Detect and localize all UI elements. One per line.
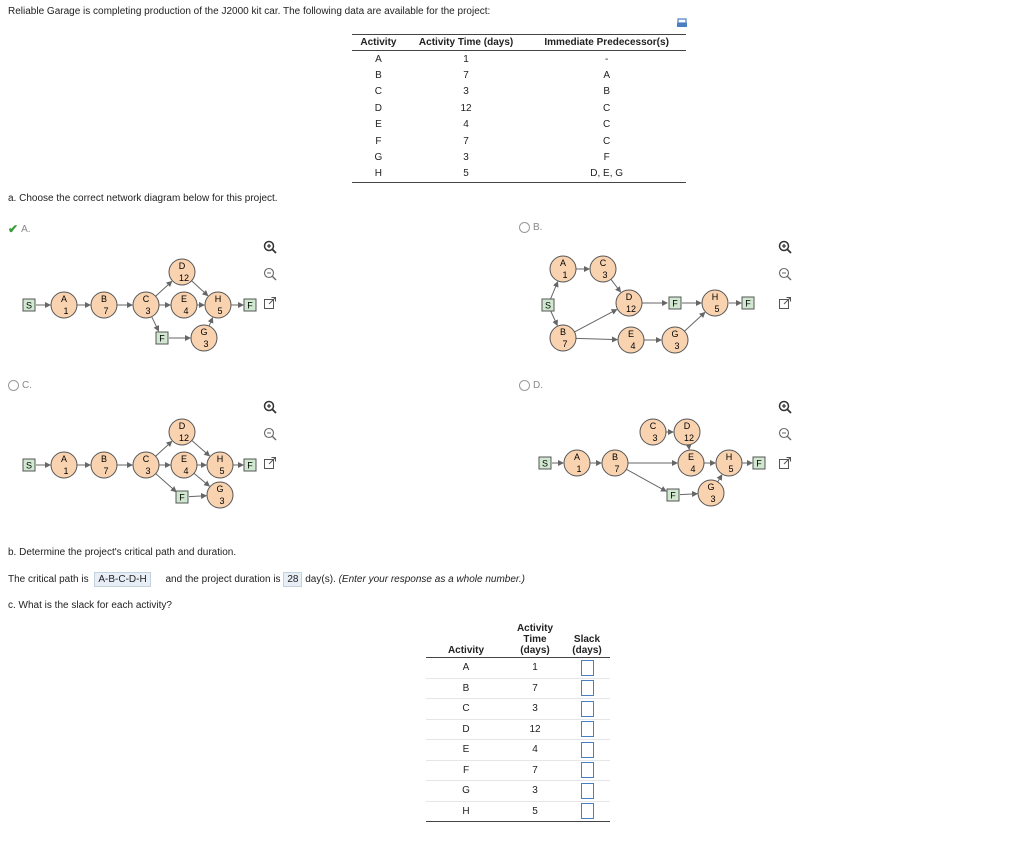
edge-arrow: [209, 318, 212, 326]
zoom-out-icon[interactable]: [778, 267, 792, 281]
node-time: 7: [103, 306, 109, 316]
option-c-label: C.: [22, 380, 32, 391]
slack-cell: [564, 740, 610, 761]
table-row: [426, 699, 610, 720]
node-label: S: [544, 300, 552, 311]
check-icon: ✔: [8, 222, 19, 236]
table-cell: H: [426, 801, 506, 822]
zoom-in-icon[interactable]: [263, 400, 277, 414]
node-time: 3: [710, 494, 716, 504]
table-cell: 1: [463, 53, 469, 65]
slack-cell: [564, 699, 610, 720]
radio-icon: [8, 380, 19, 391]
node-letter: D: [625, 292, 633, 302]
node-time: 7: [103, 466, 109, 476]
activity-node: [51, 452, 77, 478]
activity-node: [207, 452, 233, 478]
zoom-out-icon[interactable]: [778, 427, 792, 441]
slack-cell: [564, 801, 610, 822]
table-cell: B: [375, 70, 382, 82]
finish-node: [753, 457, 765, 469]
start-node: [23, 299, 35, 311]
activity-node: [191, 325, 217, 351]
table-cell: 5: [506, 801, 564, 822]
finish-node: [742, 297, 754, 309]
table-cell: A: [426, 658, 506, 679]
activity-node: [169, 419, 195, 445]
node-time: 5: [728, 464, 734, 474]
node-letter: G: [200, 327, 208, 337]
table-cell: 12: [460, 102, 472, 114]
node-letter: B: [611, 452, 619, 462]
activity-node: [91, 452, 117, 478]
activity-node: [205, 292, 231, 318]
svg-text:F: F: [247, 460, 253, 471]
node-letter: E: [180, 294, 188, 304]
node-time: 5: [219, 466, 225, 476]
network-diagram-d: [535, 415, 770, 515]
table-cell: C: [426, 699, 506, 720]
col-activity-time: Activity Time (days): [506, 622, 564, 658]
node-letter: B: [559, 327, 567, 337]
table-cell: 7: [463, 135, 469, 147]
table-row: [426, 719, 610, 740]
radio-icon: [519, 380, 530, 391]
table-cell: 7: [463, 70, 469, 82]
intro-text: Reliable Garage is completing production of the J2000 kit car. The following data are available for the project:: [8, 6, 491, 17]
node-time: 12: [178, 273, 190, 283]
node-letter: D: [178, 261, 186, 271]
node-letter: D: [178, 421, 186, 431]
table-row: [352, 166, 686, 183]
table-cell: 1: [506, 658, 564, 679]
edge-arrow: [551, 311, 557, 325]
activity-node: [616, 290, 642, 316]
node-time: 4: [183, 306, 189, 316]
node-time: 12: [683, 433, 695, 443]
activity-node: [716, 450, 742, 476]
activity-node: [564, 450, 590, 476]
table-cell: C: [603, 102, 611, 114]
node-time: 1: [63, 306, 69, 316]
slack-input[interactable]: [581, 721, 594, 737]
activity-node: [662, 327, 688, 353]
table-cell: 12: [506, 719, 564, 740]
node-time: 12: [625, 304, 637, 314]
zoom-in-icon[interactable]: [778, 400, 792, 414]
entry-hint: (Enter your response as a whole number.): [338, 574, 525, 585]
radio-icon: [519, 222, 530, 233]
duration-suffix: day(s).: [305, 574, 336, 585]
edge-arrow: [551, 282, 558, 299]
node-letter: A: [573, 452, 581, 462]
table-cell: 4: [506, 740, 564, 761]
table-cell: A: [603, 70, 610, 82]
table-cell: B: [603, 86, 610, 98]
node-time: 3: [145, 306, 151, 316]
node-letter: H: [214, 294, 222, 304]
table-cell: C: [603, 119, 611, 131]
svg-text:F: F: [247, 300, 253, 311]
edge-arrow: [680, 494, 697, 495]
zoom-in-icon[interactable]: [263, 240, 277, 254]
node-letter: C: [599, 258, 607, 268]
node-time: 3: [652, 433, 658, 443]
table-row: [352, 51, 686, 68]
node-time: 3: [219, 496, 225, 506]
option-b-label: B.: [533, 222, 543, 233]
node-time: 7: [562, 339, 568, 349]
slack-cell: [564, 678, 610, 699]
col-predecessors: Immediate Predecessor(s): [527, 35, 686, 51]
activity-data-table: [352, 34, 686, 183]
slack-input[interactable]: [581, 742, 594, 758]
edge-arrow: [626, 469, 666, 491]
edge-arrow: [189, 496, 206, 497]
activity-node: [171, 292, 197, 318]
node-time: 4: [183, 466, 189, 476]
table-cell: B: [426, 678, 506, 699]
table-row: [426, 678, 610, 699]
col-activity: Activity: [352, 35, 405, 51]
activity-node: [169, 259, 195, 285]
table-row: [352, 84, 686, 100]
node-time: 3: [674, 341, 680, 351]
edge-arrow: [192, 441, 210, 456]
popout-icon[interactable]: [778, 296, 792, 310]
slack-cell: [564, 658, 610, 679]
table-row: [352, 149, 686, 165]
node-letter: A: [559, 258, 567, 268]
option-a[interactable]: [8, 222, 31, 236]
finish-node: [669, 297, 681, 309]
table-cell: E: [375, 119, 382, 131]
svg-text:F: F: [756, 458, 762, 469]
node-time: 1: [63, 466, 69, 476]
table-cell: G: [374, 152, 383, 164]
table-cell: 4: [463, 119, 469, 131]
node-letter: A: [60, 294, 68, 304]
duration-prefix: and the project duration is: [165, 574, 281, 585]
finish-node: [156, 332, 168, 344]
node-time: 4: [630, 341, 636, 351]
zoom-in-icon[interactable]: [778, 240, 792, 254]
duration-input[interactable]: 28: [283, 572, 302, 587]
edge-arrow: [611, 279, 621, 292]
table-cell: 3: [463, 86, 469, 98]
node-letter: G: [216, 484, 224, 494]
option-d-label: D.: [533, 380, 543, 391]
popout-icon[interactable]: [263, 456, 277, 470]
start-node: [542, 299, 554, 311]
activity-node: [702, 290, 728, 316]
finish-node: [667, 489, 679, 501]
part-b-question: b. Determine the project's critical path and duration.: [8, 547, 237, 558]
node-letter: H: [711, 292, 719, 302]
node-label: F: [672, 298, 678, 309]
activity-node: [207, 482, 233, 508]
network-diagram-a: [20, 250, 270, 360]
slack-input[interactable]: [581, 803, 594, 819]
part-a-question: a. Choose the correct network diagram below for this project.: [8, 193, 278, 204]
table-row: [352, 100, 686, 116]
activity-node: [171, 452, 197, 478]
table-cell: E: [426, 740, 506, 761]
activity-node: [51, 292, 77, 318]
node-letter: D: [683, 421, 691, 431]
table-cell: A: [375, 53, 382, 65]
node-label: F: [179, 492, 185, 503]
activity-node: [602, 450, 628, 476]
activity-node: [133, 452, 159, 478]
node-label: S: [541, 458, 549, 469]
table-cell: F: [375, 135, 382, 147]
node-time: 3: [602, 270, 608, 280]
edge-arrow: [685, 313, 705, 332]
table-row: [352, 133, 686, 149]
node-time: 3: [203, 339, 209, 349]
edge-arrow: [192, 281, 208, 296]
activity-node: [550, 325, 576, 351]
option-d[interactable]: [519, 380, 543, 391]
finish-node: [176, 491, 188, 503]
table-row: [426, 801, 610, 822]
slack-cell: [564, 719, 610, 740]
table-cell: 3: [506, 699, 564, 720]
node-letter: C: [649, 421, 657, 431]
node-time: 7: [614, 464, 620, 474]
table-cell: C: [374, 86, 383, 98]
node-letter: H: [725, 452, 733, 462]
edge-arrow: [156, 281, 172, 296]
table-cell: 5: [405, 166, 527, 183]
node-time: 5: [217, 306, 223, 316]
critical-path-input[interactable]: A-B-C-D-H: [94, 572, 150, 587]
slack-cell: [564, 781, 610, 802]
node-label: S: [25, 460, 33, 471]
svg-text:F: F: [745, 298, 751, 309]
table-row: [352, 67, 686, 83]
activity-node: [698, 480, 724, 506]
finish-node: [244, 459, 256, 471]
node-letter: E: [627, 329, 635, 339]
start-node: [539, 457, 551, 469]
table-cell: 3: [506, 781, 564, 802]
start-node: [23, 459, 35, 471]
edge-arrow: [152, 317, 159, 331]
table-cell: 7: [506, 760, 564, 781]
option-c[interactable]: [8, 380, 32, 391]
node-time: 1: [562, 270, 568, 280]
table-cell: 3: [463, 152, 469, 164]
col-activity: Activity: [426, 622, 506, 658]
print-icon[interactable]: [676, 18, 688, 30]
table-cell: C: [603, 135, 611, 147]
option-b[interactable]: [519, 222, 542, 233]
node-label: S: [25, 300, 33, 311]
edge-arrow: [156, 441, 172, 456]
table-row: [426, 760, 610, 781]
activity-node: [590, 256, 616, 282]
node-letter: H: [216, 454, 224, 464]
slack-input[interactable]: [581, 680, 594, 696]
part-c-question: c. What is the slack for each activity?: [8, 600, 172, 611]
table-cell: F: [603, 152, 610, 164]
node-label: F: [670, 490, 676, 501]
table-cell: -: [604, 53, 609, 65]
table-row: [352, 117, 686, 133]
table-cell: 7: [506, 678, 564, 699]
node-label: F: [159, 333, 165, 344]
part-b-answer-line: [8, 572, 525, 587]
node-time: 12: [178, 433, 190, 443]
slack-cell: [564, 760, 610, 781]
network-diagram-b: [535, 252, 765, 362]
activity-node: [674, 419, 700, 445]
node-letter: G: [707, 482, 715, 492]
slack-input[interactable]: [581, 783, 594, 799]
activity-node: [91, 292, 117, 318]
node-letter: A: [60, 454, 68, 464]
edge-arrow: [574, 310, 616, 332]
slack-table: [426, 622, 610, 822]
activity-node: [678, 450, 704, 476]
table-cell: D, E, G: [527, 166, 686, 183]
finish-node: [244, 299, 256, 311]
node-letter: C: [142, 454, 150, 464]
node-letter: G: [671, 329, 679, 339]
edge-arrow: [689, 445, 690, 449]
node-letter: B: [100, 454, 108, 464]
table-cell: H: [352, 166, 405, 183]
col-time: Activity Time (days): [405, 35, 527, 51]
node-letter: B: [100, 294, 108, 304]
activity-node: [133, 292, 159, 318]
table-row: [426, 781, 610, 802]
critical-path-prefix: The critical path is: [8, 574, 89, 585]
slack-input[interactable]: [581, 762, 594, 778]
zoom-out-icon[interactable]: [263, 267, 277, 281]
edge-arrow: [156, 474, 176, 492]
slack-input[interactable]: [581, 660, 594, 676]
popout-icon[interactable]: [263, 296, 277, 310]
node-time: 3: [145, 466, 151, 476]
popout-icon[interactable]: [778, 456, 792, 470]
node-time: 5: [714, 304, 720, 314]
zoom-out-icon[interactable]: [263, 427, 277, 441]
network-diagram-c: [20, 415, 270, 515]
table-cell: D: [426, 719, 506, 740]
node-time: 4: [690, 464, 696, 474]
table-row: [426, 658, 610, 679]
table-cell: G: [426, 781, 506, 802]
edge-arrow: [576, 338, 617, 339]
table-cell: F: [426, 760, 506, 781]
table-row: [426, 740, 610, 761]
slack-input[interactable]: [581, 701, 594, 717]
option-a-label: A.: [21, 223, 31, 235]
node-letter: E: [687, 452, 695, 462]
node-letter: E: [180, 454, 188, 464]
edge-arrow: [194, 473, 209, 486]
node-time: 1: [576, 464, 582, 474]
table-cell: D: [374, 102, 383, 114]
activity-node: [640, 419, 666, 445]
col-slack: Slack (days): [564, 622, 610, 658]
edge-arrow: [718, 475, 722, 482]
activity-node: [618, 327, 644, 353]
activity-node: [550, 256, 576, 282]
node-letter: C: [142, 294, 150, 304]
